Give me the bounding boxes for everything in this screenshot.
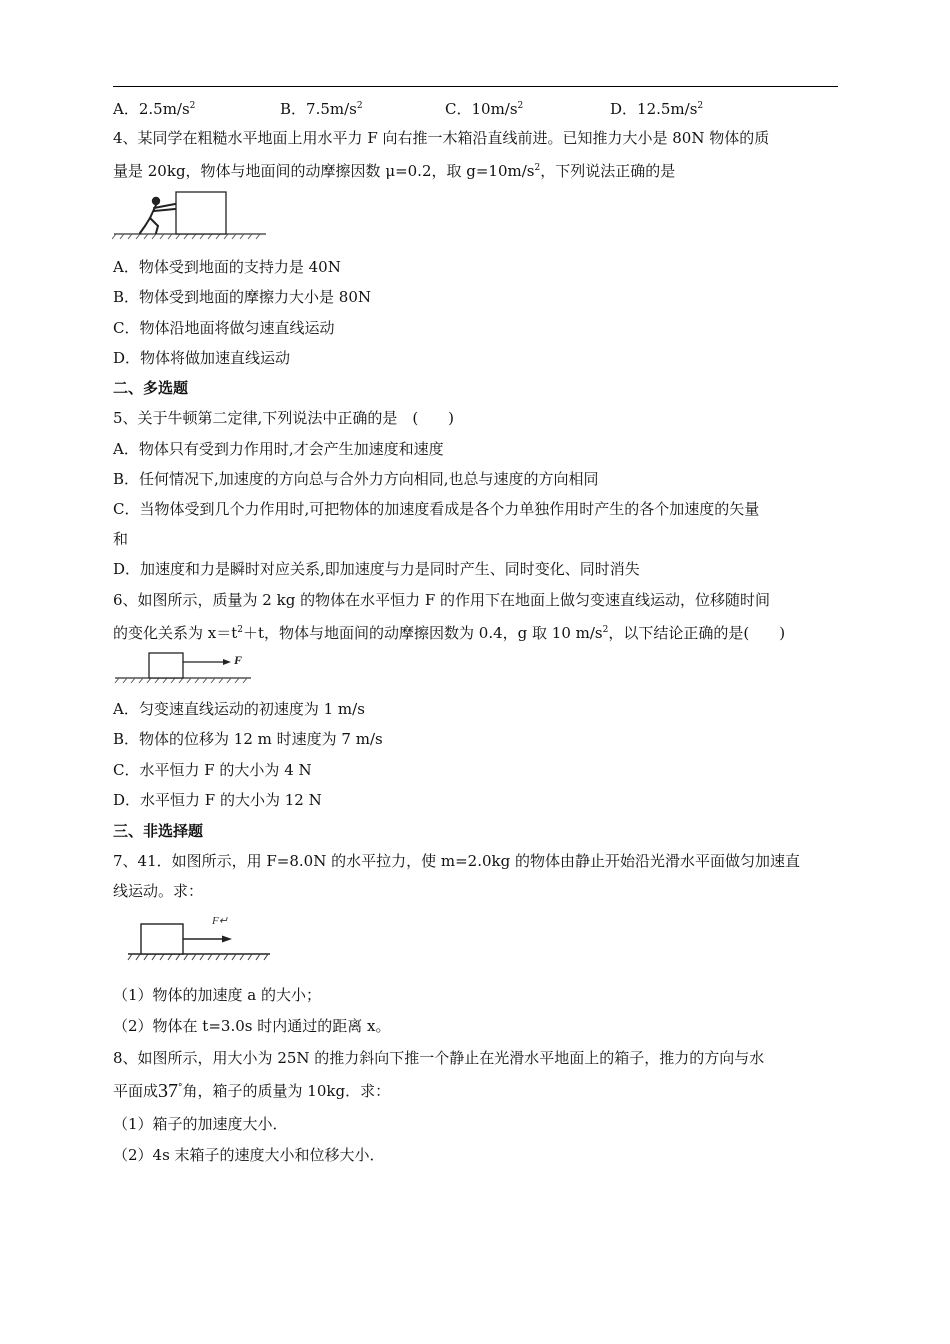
- q6-figure-box-with-force: [113, 650, 253, 686]
- q6-force-label: F: [234, 653, 243, 667]
- q4-figure-person-pushing-box: [112, 190, 268, 240]
- q4-option-c: C．物体沿地面将做匀速直线运动: [113, 319, 335, 337]
- q8-stem-line2: 平面成37°角，箱子的质量为 10kg．求：: [113, 1080, 391, 1102]
- q3-option-d: D．$12.5m/s^2$: [610, 100, 704, 118]
- q5-option-d: D．加速度和力是瞬时对应关系,即加速度与力是同时产生、同时变化、同时消失: [113, 560, 640, 578]
- q4-option-b: B．物体受到地面的摩擦力大小是 80N: [113, 288, 372, 306]
- q8-stem-line1: 8、如图所示，用大小为 25N 的推力斜向下推一个静止在光滑水平地面上的箱子，推力的方向与水: [113, 1049, 765, 1067]
- q6-option-c: C．水平恒力 F 的大小为 4 N: [113, 761, 312, 779]
- q8-sub1: （1）箱子的加速度大小．: [113, 1115, 288, 1133]
- q4-option-d: D．物体将做加速直线运动: [113, 349, 291, 367]
- q7-figure-box-with-force: [126, 912, 272, 964]
- q8-angle-value: 37: [158, 1080, 179, 1102]
- q6-option-b: B．物体的位移为 12 m 时速度为 7 m/s: [113, 730, 383, 748]
- q6-stem-line1: 6、如图所示，质量为 2 kg 的物体在水平恒力 F 的作用下在地面上做匀变速直线运动，位移随时间: [113, 591, 771, 609]
- q3-option-c: C．$10m/s^2$: [445, 100, 524, 118]
- q4-stem-line1: 4、某同学在粗糙水平地面上用水平力 F 向右推一木箱沿直线前进。已知推力大小是 80N 物体的质: [113, 129, 770, 147]
- q5-option-c-continued: 和: [113, 530, 129, 548]
- q5-option-b: B．任何情况下,加速度的方向总与合外力方向相同,也总与速度的方向相同: [113, 470, 599, 488]
- q6-stem-line2: 的变化关系为 $x=t^2+t$，物体与地面间的动摩擦因数为 0.4，g 取 10 $m/s^2$，以下结论正确的是( ): [113, 624, 786, 642]
- q6-option-d: D．水平恒力 F 的大小为 12 N: [113, 791, 322, 809]
- q4-stem-line2: 量是 20kg，物体与地面间的动摩擦因数 μ=0.2，取 $g=10m/s^2$，下列说法正确的是: [113, 162, 676, 180]
- q3-option-b: B．$7.5m/s^2$: [280, 100, 363, 118]
- q5-option-c: C．当物体受到几个力作用时,可把物体的加速度看成是各个力单独作用时产生的各个加速度的矢量: [113, 500, 760, 518]
- q8-sub2: （2）4s 末箱子的速度大小和位移大小．: [113, 1146, 385, 1164]
- q7-stem-line2: 线运动。求：: [113, 882, 204, 900]
- q7-stem-line1: 7、41．如图所示，用 F=8.0N 的水平拉力，使 m=2.0kg 的物体由静止开始沿光滑水平面做匀加速直: [113, 852, 801, 870]
- section-non-choice-title: 三、非选择题: [113, 822, 204, 840]
- top-rule: [113, 86, 838, 87]
- q7-force-label: F↵: [212, 915, 228, 927]
- q7-sub2: （2）物体在 t=3.0s 时内通过的距离 x。: [113, 1017, 391, 1035]
- q5-stem: 5、关于牛顿第二定律,下列说法中正确的是 ( ): [113, 409, 455, 427]
- q7-sub1: （1）物体的加速度 a 的大小；: [113, 986, 322, 1004]
- q5-option-a: A．物体只有受到力作用时,才会产生加速度和速度: [113, 440, 444, 458]
- q6-option-a: A．匀变速直线运动的初速度为 1 m/s: [113, 700, 365, 718]
- q3-option-a: A．$2.5m/s^2$: [113, 100, 196, 118]
- section-multi-choice-title: 二、多选题: [113, 379, 189, 397]
- q4-option-a: A．物体受到地面的支持力是 40N: [113, 258, 341, 276]
